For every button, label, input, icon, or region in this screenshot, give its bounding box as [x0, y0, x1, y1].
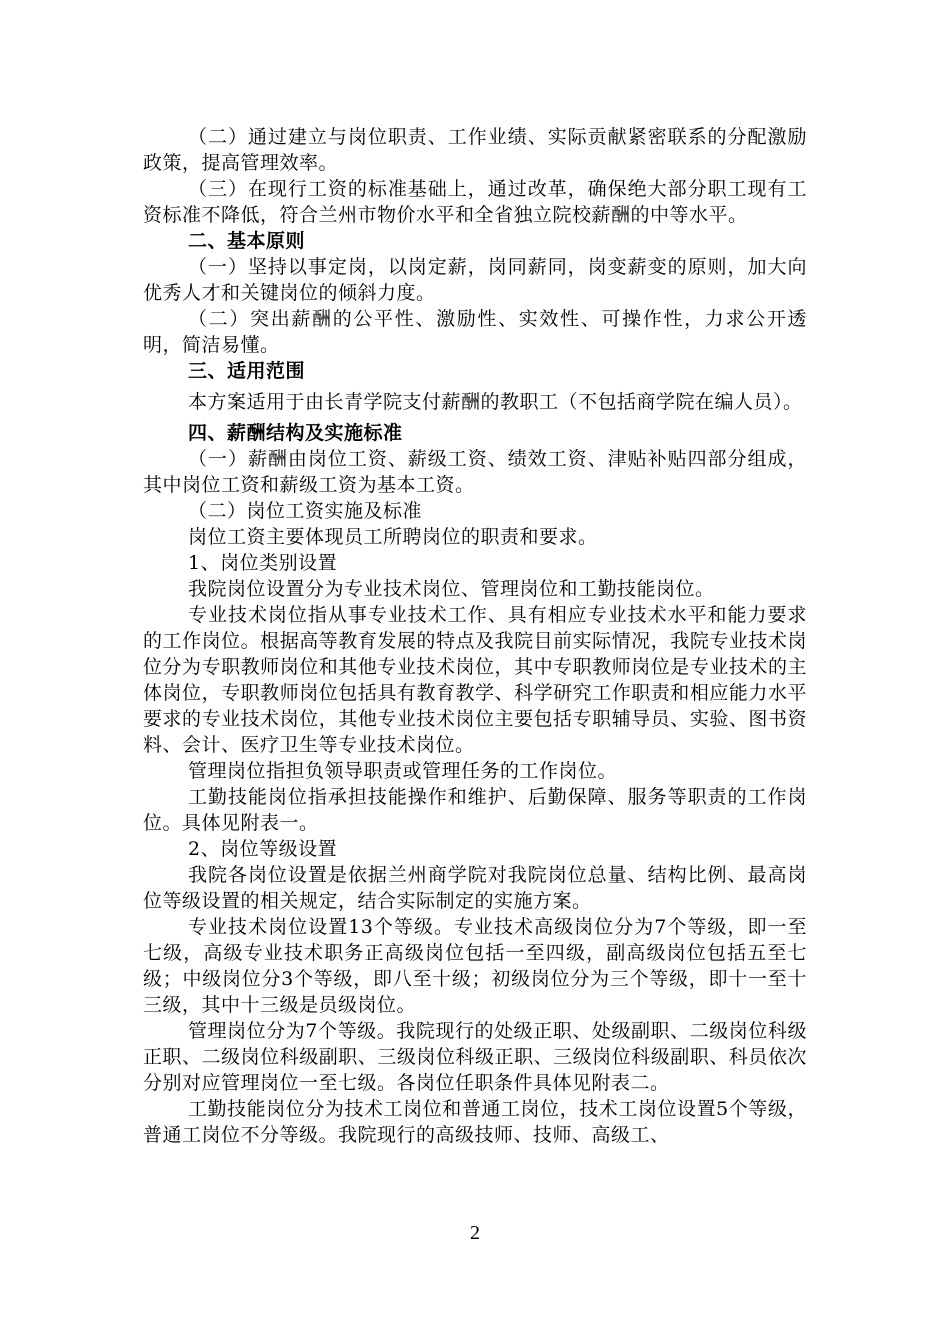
paragraph: （二）通过建立与岗位职责、工作业绩、实际贡献紧密联系的分配激励政策，提高管理效率。 [143, 126, 807, 174]
document-body [143, 124, 807, 1148]
paragraph: 我院各岗位设置是依据兰州商学院对我院岗位总量、结构比例、最高岗位等级设置的相关规定，结合实际制定的实施方案。 [143, 864, 807, 912]
paragraph: 工勤技能岗位指承担技能操作和维护、后勤保障、服务等职责的工作岗位。具体见附表一。 [143, 786, 807, 834]
section-heading: 三、适用范围 [188, 360, 306, 382]
subsection-heading: 1、岗位类别设置 [188, 552, 338, 574]
paragraph: 专业技术岗位指从事专业技术工作、具有相应专业技术水平和能力要求的工作岗位。根据高等教育发展的特点及我院目前实际情况，我院专业技术岗位分为专职教师岗位和其他专业技术岗位，其中专职教师岗位是专业技术的主体岗位，专职教师岗位包括具有教育教学、科学研究工作职责和相应能力水平要求的专业技术岗位，其他专业技术岗位主要包括专职辅导员、实验、图书资料、会计、医疗卫生等专业技术岗位。 [143, 604, 807, 756]
section-heading: 四、薪酬结构及实施标准 [188, 422, 403, 444]
paragraph: 岗位工资主要体现员工所聘岗位的职责和要求。 [188, 526, 598, 548]
paragraph: （一）坚持以事定岗，以岗定薪，岗同薪同，岗变薪变的原则，加大向优秀人才和关键岗位的倾斜力度。 [143, 256, 807, 304]
paragraph: 我院岗位设置分为专业技术岗位、管理岗位和工勤技能岗位。 [188, 578, 715, 600]
paragraph: 工勤技能岗位分为技术工岗位和普通工岗位，技术工岗位设置5个等级，普通工岗位不分等级。我院现行的高级技师、技师、高级工、 [143, 1098, 807, 1146]
paragraph: 管理岗位指担负领导职责或管理任务的工作岗位。 [188, 760, 618, 782]
subsection-heading: 2、岗位等级设置 [188, 838, 338, 860]
subsection-heading: （二）岗位工资实施及标准 [188, 500, 423, 522]
section-heading: 二、基本原则 [188, 230, 306, 252]
paragraph: （二）突出薪酬的公平性、激励性、实效性、可操作性，力求公开透明，简洁易懂。 [143, 308, 807, 356]
paragraph: （一）薪酬由岗位工资、薪级工资、绩效工资、津贴补贴四部分组成，其中岗位工资和薪级工资为基本工资。 [143, 448, 807, 496]
paragraph: 管理岗位分为7个等级。我院现行的处级正职、处级副职、二级岗位科级正职、二级岗位科级副职、三级岗位科级正职、三级岗位科级副职、科员依次分别对应管理岗位一至七级。各岗位任职条件具体见附表二。 [143, 1020, 807, 1094]
paragraph: 专业技术岗位设置13个等级。专业技术高级岗位分为7个等级，即一至七级，高级专业技术职务正高级岗位包括一至四级，副高级岗位包括五至七级；中级岗位分3个等级，即八至十级；初级岗位分为三个等级，即十一至十三级，其中十三级是员级岗位。 [143, 916, 807, 1016]
paragraph: （三）在现行工资的标准基础上，通过改革，确保绝大部分职工现有工资标准不降低，符合兰州市物价水平和全省独立院校薪酬的中等水平。 [143, 178, 807, 226]
paragraph: 本方案适用于由长青学院支付薪酬的教职工（不包括商学院在编人员）。 [188, 391, 803, 413]
page-number: 2 [470, 1222, 480, 1244]
